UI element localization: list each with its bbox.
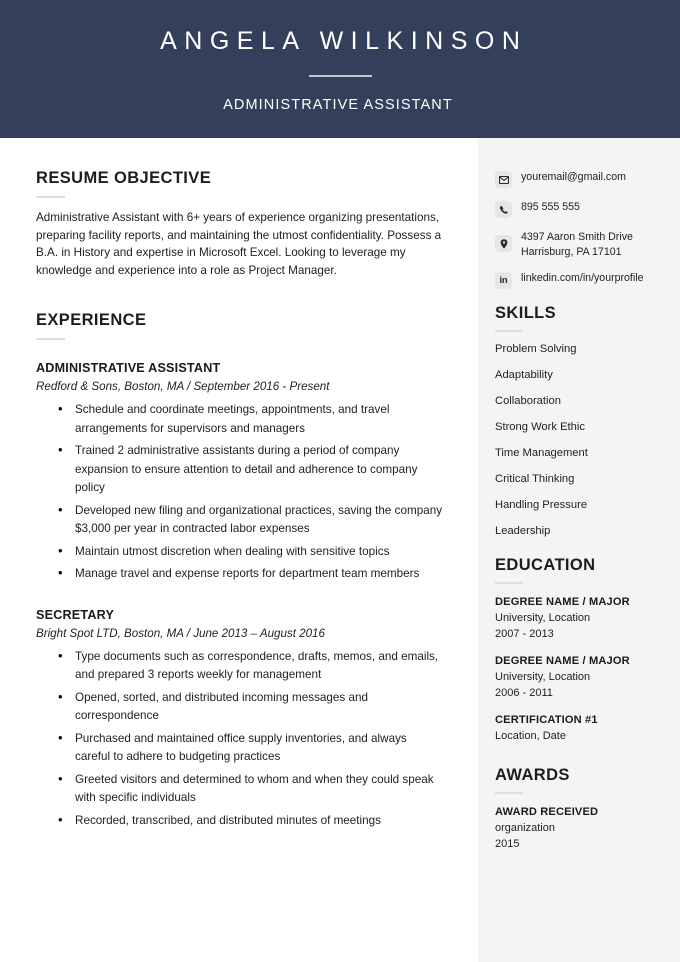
award-year: 2015: [495, 838, 520, 850]
contact-address[interactable]: [495, 230, 662, 259]
section-skills: [495, 303, 662, 538]
job-company-dates: Bright Spot LTD, Boston, MA / June 2013 – August 2016: [36, 626, 325, 640]
contact-list: [495, 170, 662, 289]
contact-address-value: [521, 230, 633, 259]
main-column: [0, 138, 478, 962]
heading-rule: [36, 196, 65, 198]
job-bullet: • Purchased and maintained office supply inventories, and always careful to adhere to budgeting practices: [36, 730, 444, 767]
job-title: SECRETARY: [36, 607, 115, 622]
heading-rule: [495, 582, 523, 584]
experience-entry: [36, 360, 444, 584]
linkedin-icon: in: [495, 272, 512, 289]
sidebar-column: [478, 138, 680, 962]
heading-rule: [36, 338, 65, 340]
job-bullet: • Trained 2 administrative assistants during a period of company expansion to ensure attention to detail and adherence to company policy: [36, 442, 444, 498]
job-bullet: • Schedule and coordinate meetings, appointments, and travel arrangements for supervisors and managers: [36, 401, 444, 438]
award-entry: [495, 804, 662, 852]
section-heading-education: EDUCATION: [495, 556, 596, 574]
envelope-icon: [495, 171, 512, 188]
skill-item: Critical Thinking: [495, 473, 575, 485]
candidate-job-title: ADMINISTRATIVE ASSISTANT: [223, 97, 453, 113]
job-bullet: • Developed new filing and organizational practices, saving the company $3,000 per year in contracted labor expenses: [36, 502, 444, 539]
education-dates: 2006 - 2011: [495, 687, 553, 699]
contact-email-value: youremail@gmail.com: [521, 171, 626, 183]
objective-text: Administrative Assistant with 6+ years of experience organizing presentations, preparing facility reports, and maintaining the utmost confidentiality. Possess a B.A. in History and expertise in Microsoft Excel. Looking to leverage my knowledge and experience into a role as Project Manager.: [36, 211, 442, 277]
address-line-2: Harrisburg, PA 17101: [521, 245, 622, 258]
skill-item: Time Management: [495, 447, 588, 459]
job-bullet-list: [36, 648, 444, 831]
job-bullet: • Manage travel and expense reports for department team members: [36, 565, 444, 584]
job-bullet: • Recorded, transcribed, and distributed minutes of meetings: [36, 812, 444, 831]
location-pin-icon: [495, 235, 512, 252]
certification-title: CERTIFICATION #1: [495, 714, 598, 726]
education-degree: DEGREE NAME / MAJOR: [495, 655, 630, 667]
heading-rule: [495, 792, 523, 794]
skill-item: Handling Pressure: [495, 499, 588, 511]
contact-linkedin[interactable]: [495, 271, 662, 289]
resume-body: [0, 138, 680, 962]
section-heading-skills: SKILLS: [495, 304, 557, 322]
contact-phone-value: 895 555 555: [521, 201, 580, 213]
education-entry: [495, 594, 662, 642]
candidate-name: ANGELA WILKINSON: [160, 27, 528, 55]
resume-header: [0, 0, 680, 138]
job-bullet: • Opened, sorted, and distributed incoming messages and correspondence: [36, 689, 444, 726]
contact-linkedin-value: linkedin.com/in/yourprofile: [521, 272, 644, 284]
section-heading-awards: AWARDS: [495, 766, 570, 784]
education-school: University, Location: [495, 671, 591, 683]
education-dates: 2007 - 2013: [495, 628, 554, 640]
education-school: University, Location: [495, 612, 591, 624]
job-title: ADMINISTRATIVE ASSISTANT: [36, 361, 221, 376]
job-bullet: • Type documents such as correspondence, drafts, memos, and emails, and prepared 3 reports weekly for management: [36, 648, 444, 685]
section-education: [495, 555, 662, 744]
section-resume-objective: [36, 168, 444, 279]
skill-item: Collaboration: [495, 395, 561, 407]
experience-entry: [36, 607, 444, 831]
job-company-dates: Redford & Sons, Boston, MA / September 2016 - Present: [36, 380, 330, 394]
header-divider: [309, 75, 372, 77]
heading-rule: [495, 330, 523, 332]
job-bullet-list: [36, 401, 444, 584]
skill-item: Leadership: [495, 525, 551, 537]
phone-icon: [495, 201, 512, 218]
award-organization: organization: [495, 822, 555, 834]
skill-item: Problem Solving: [495, 343, 577, 355]
contact-email[interactable]: [495, 170, 662, 188]
section-heading-objective: RESUME OBJECTIVE: [36, 169, 212, 187]
section-awards: [495, 765, 662, 852]
address-line-1: 4397 Aaron Smith Drive: [521, 231, 633, 243]
education-entry: [495, 653, 662, 701]
certification-entry: [495, 712, 662, 744]
job-bullet: • Greeted visitors and determined to whom and when they could speak with specific individuals: [36, 771, 444, 808]
award-title: AWARD RECEIVED: [495, 806, 599, 818]
education-degree: DEGREE NAME / MAJOR: [495, 596, 630, 608]
skill-item: Adaptability: [495, 369, 553, 381]
certification-detail: Location, Date: [495, 730, 566, 742]
section-experience: [36, 310, 444, 830]
contact-phone[interactable]: [495, 200, 662, 218]
job-bullet: • Maintain utmost discretion when dealing with sensitive topics: [36, 543, 444, 562]
section-heading-experience: EXPERIENCE: [36, 311, 147, 330]
skill-item: Strong Work Ethic: [495, 421, 585, 433]
